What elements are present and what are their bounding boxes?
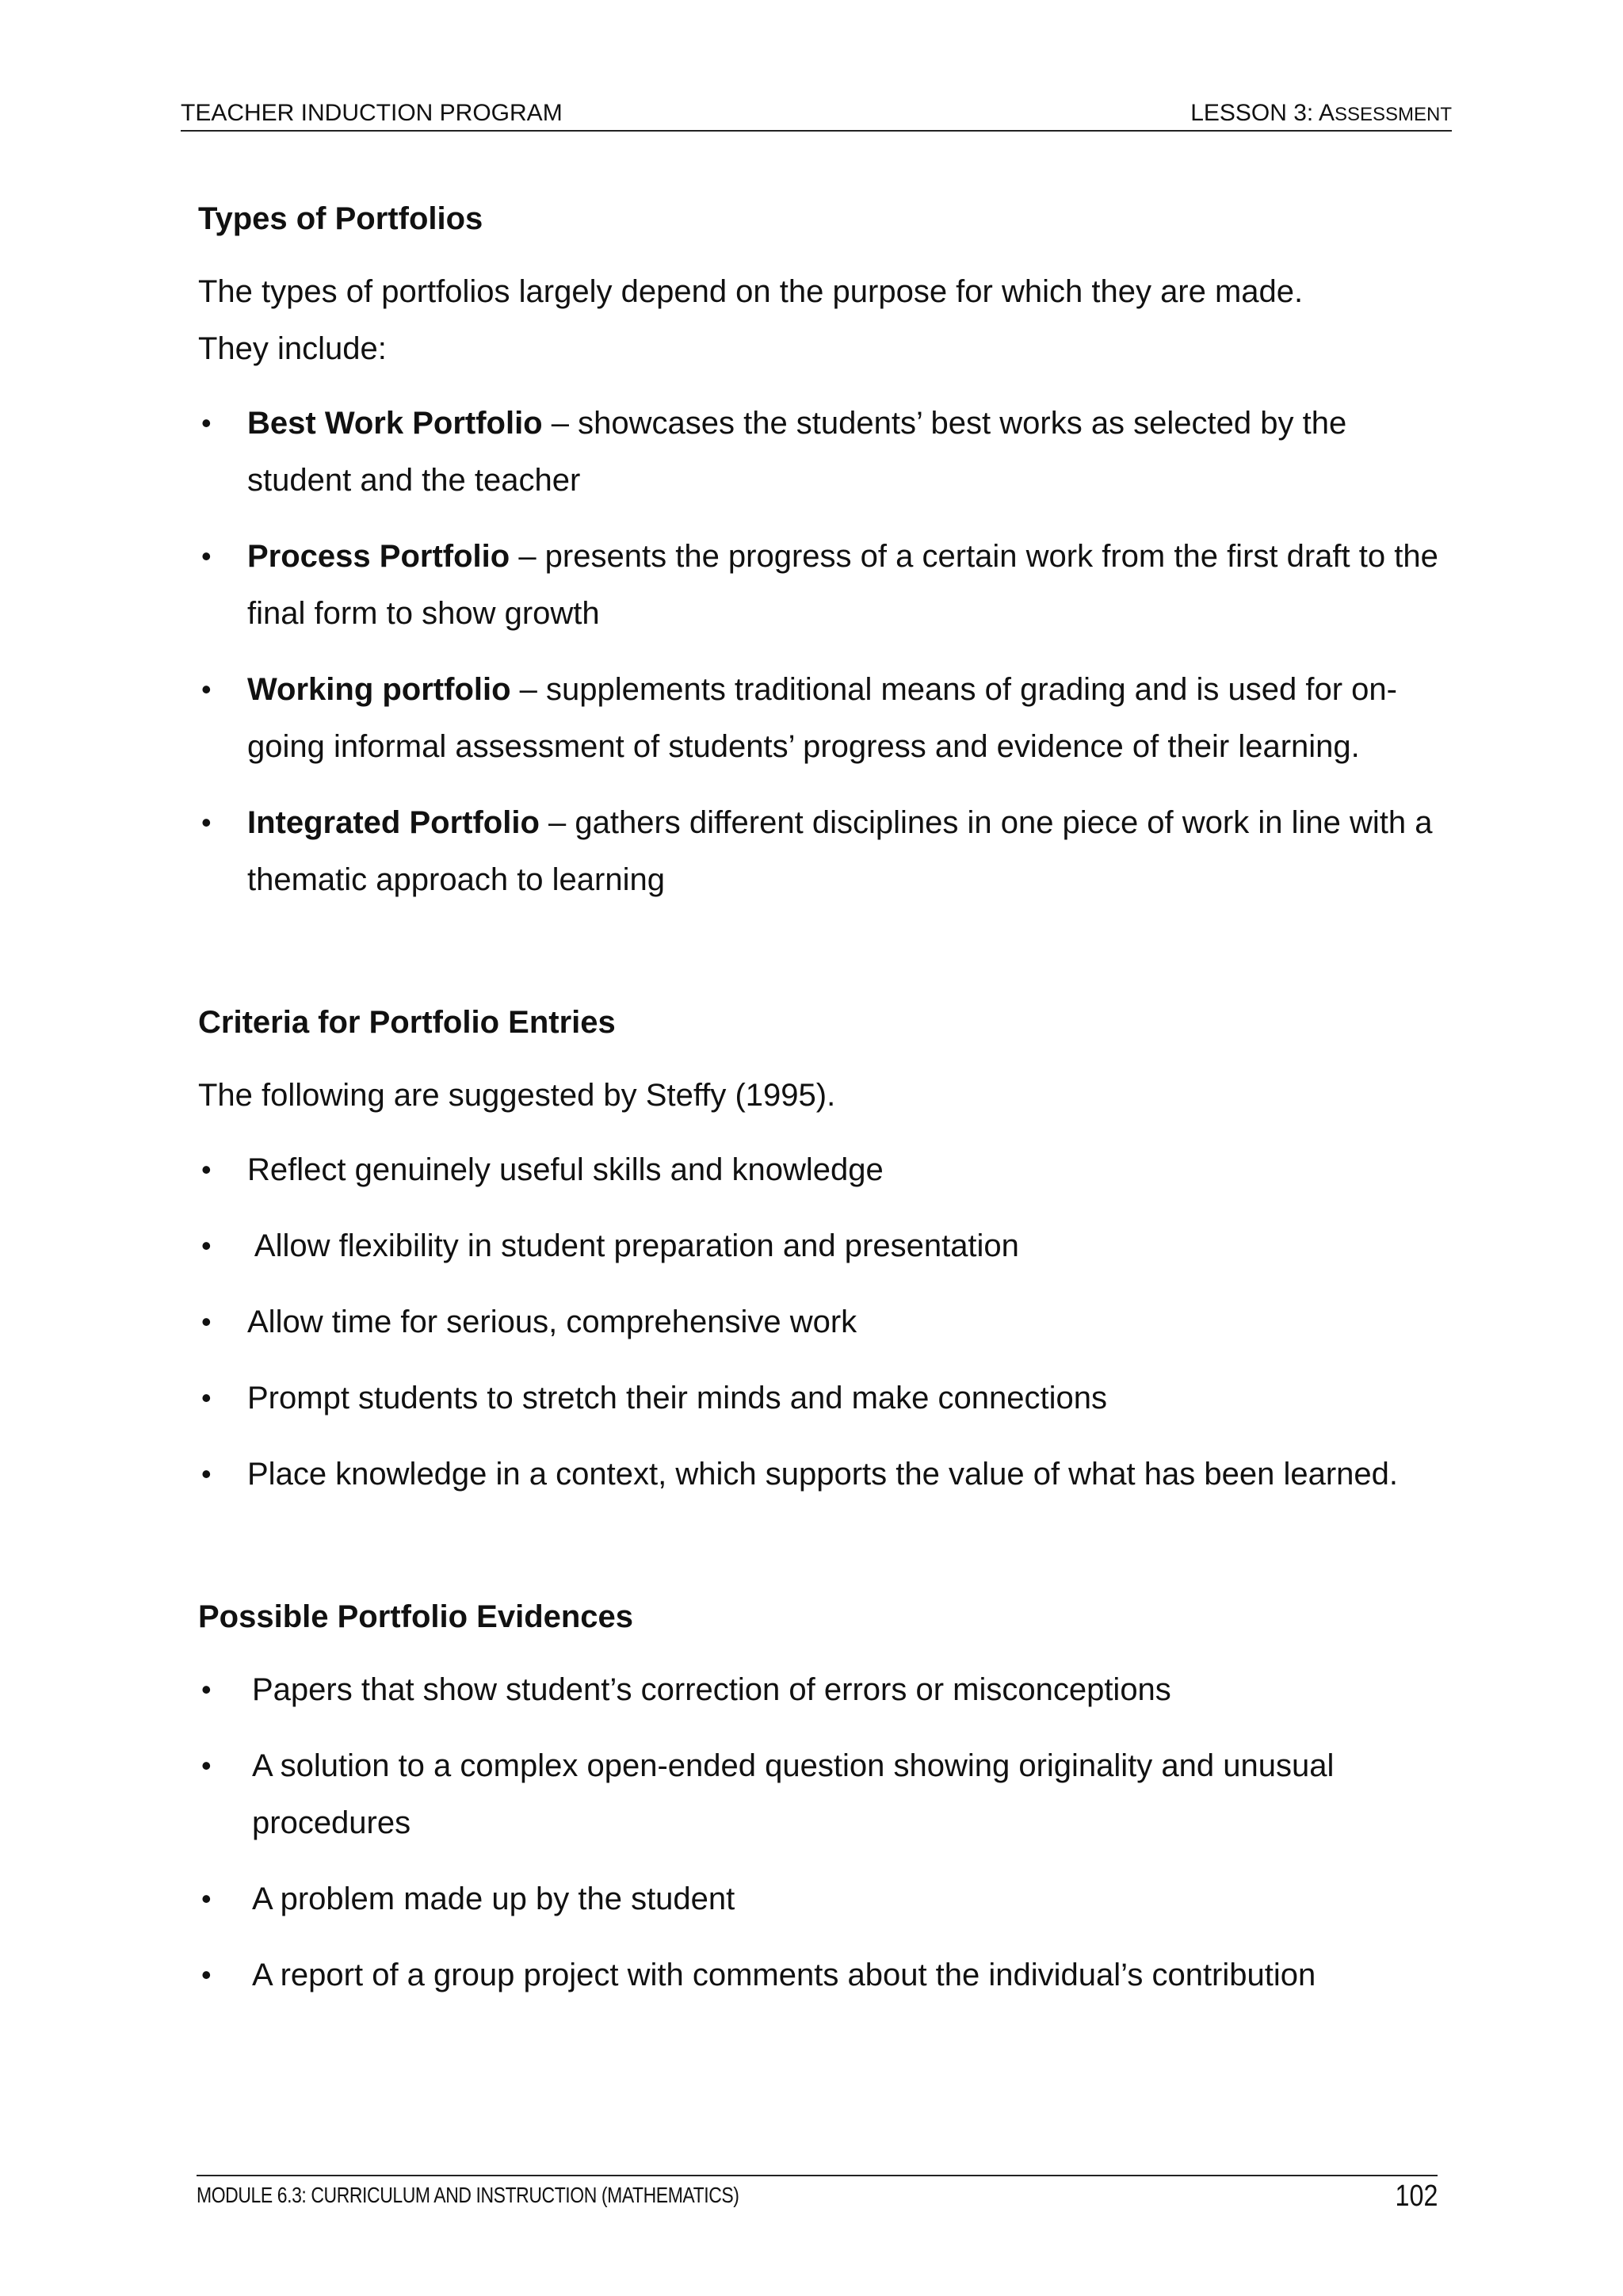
item-term: Working portfolio (247, 672, 511, 707)
list-item (198, 1661, 1450, 1718)
page-footer (197, 2175, 1438, 2219)
bullet-icon: • (201, 1457, 212, 1490)
bullet-icon: • (201, 1958, 212, 1991)
header-lesson-main: LESSON 3: A (1190, 100, 1335, 126)
page-content (198, 190, 1450, 2023)
header-program-title: TEACHER INDUCTION PROGRAM (181, 100, 563, 126)
list-item (198, 1141, 1450, 1198)
list-item (198, 1737, 1450, 1851)
bullet-icon: • (201, 806, 212, 839)
item-text: Reflect genuinely useful skills and knowledge (247, 1152, 884, 1187)
bullet-icon: • (201, 407, 212, 439)
bullet-icon: • (201, 1229, 212, 1262)
bullet-icon: • (201, 1882, 212, 1915)
item-desc: – supplements traditional means of grading and is used for on-going informal assessment of students’ progress and evidence of their learning. (247, 672, 1397, 764)
list-item (198, 528, 1450, 642)
list-item (198, 1946, 1450, 2004)
list-item (198, 1293, 1450, 1350)
bullet-icon: • (201, 1381, 212, 1414)
item-desc: – gathers different disciplines in one piece of work in line with a thematic approach to learning (247, 805, 1433, 897)
list-item (198, 1446, 1450, 1503)
types-intro (198, 263, 1450, 377)
item-text: A problem made up by the student (252, 1881, 735, 1916)
item-text: Papers that show student’s correction of errors or misconceptions (252, 1672, 1171, 1707)
item-text: Allow time for serious, comprehensive work (247, 1305, 857, 1339)
criteria-list (198, 1141, 1450, 1503)
footer-module-title: MODULE 6.3: CURRICULUM AND INSTRUCTION (MATHEMATICS) (197, 2183, 739, 2207)
list-item (198, 661, 1450, 775)
list-item (198, 1870, 1450, 1927)
section-spacer (198, 1522, 1450, 1588)
list-item (198, 1370, 1450, 1427)
section-title-evidences: Possible Portfolio Evidences (198, 1599, 634, 1634)
criteria-intro: The following are suggested by Steffy (1995). (198, 1078, 836, 1113)
section-title-criteria: Criteria for Portfolio Entries (198, 1005, 616, 1040)
item-desc: – presents the progress of a certain work from the first draft to the final form to show growth (247, 539, 1438, 631)
page-header (181, 97, 1452, 132)
item-term: Process Portfolio (247, 539, 510, 574)
types-intro-line2: They include: (198, 331, 387, 366)
bullet-icon: • (201, 1749, 212, 1782)
item-desc: – showcases the students’ best works as selected by the student and the teacher (247, 406, 1347, 498)
item-text: A report of a group project with comments about the individual’s contribution (252, 1958, 1316, 1992)
evidences-list (198, 1661, 1450, 2004)
types-intro-line1: The types of portfolios largely depend on the purpose for which they are made. (198, 274, 1304, 309)
item-term: Best Work Portfolio (247, 406, 543, 441)
header-lesson-title (1190, 97, 1452, 132)
bullet-icon: • (201, 1305, 212, 1338)
list-item (198, 794, 1450, 908)
bullet-icon: • (201, 1673, 212, 1706)
item-term: Integrated Portfolio (247, 805, 540, 840)
item-text: Allow flexibility in student preparation and presentation (247, 1228, 1019, 1263)
list-item (198, 395, 1450, 509)
list-item (198, 1217, 1450, 1274)
bullet-icon: • (201, 1153, 212, 1186)
types-list (198, 395, 1450, 908)
section-title-types: Types of Portfolios (198, 201, 483, 236)
section-spacer (198, 927, 1450, 994)
footer-page-number: 102 (1395, 2179, 1438, 2213)
header-lesson-smallcaps: SSESSMENT (1334, 104, 1452, 125)
bullet-icon: • (201, 673, 212, 705)
item-text: A solution to a complex open-ended question showing originality and unusual procedures (252, 1748, 1335, 1840)
item-text: Prompt students to stretch their minds and make connections (247, 1381, 1107, 1415)
item-text: Place knowledge in a context, which supports the value of what has been learned. (247, 1457, 1399, 1492)
bullet-icon: • (201, 540, 212, 572)
